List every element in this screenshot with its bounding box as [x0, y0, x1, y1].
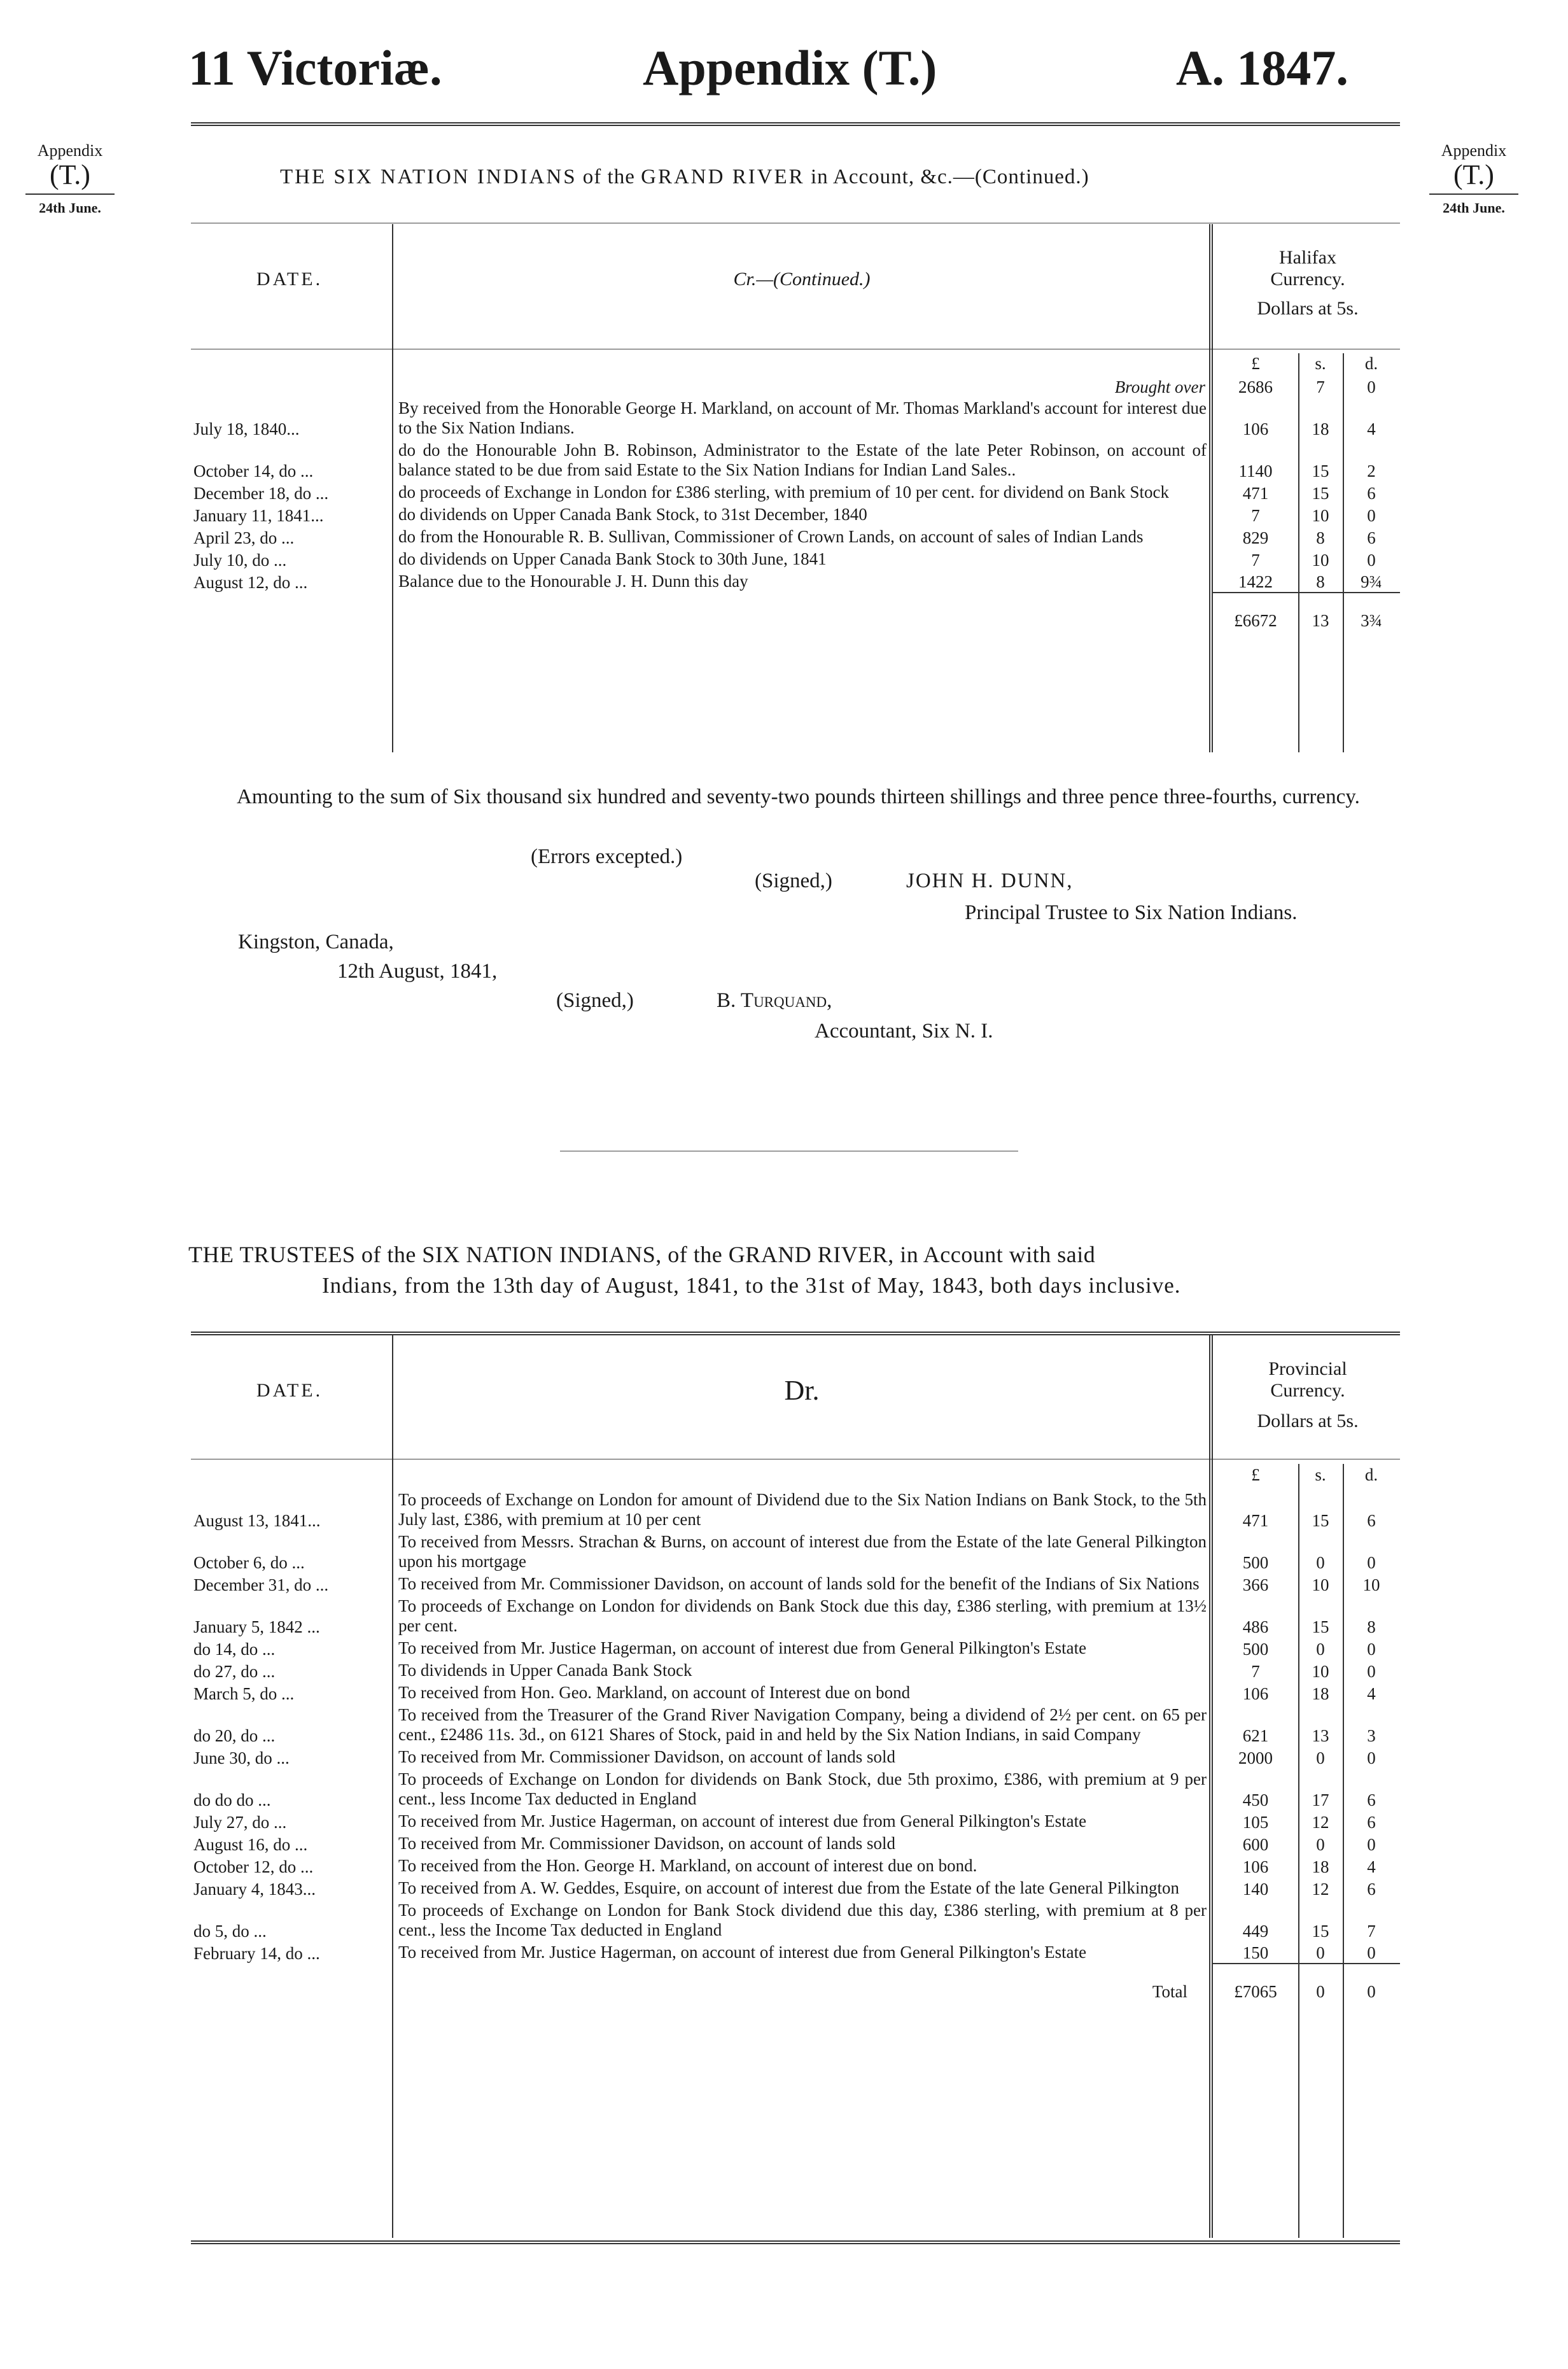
- entry-date: December 31, do ...: [193, 1575, 329, 1594]
- unit-pounds: £: [1251, 1465, 1260, 1484]
- total-label: Total: [1152, 1982, 1187, 2001]
- total-row: [191, 1964, 1400, 2002]
- entry-pence: 0: [1367, 1640, 1376, 1659]
- signatory-turquand-title: Accountant, Six N. I.: [815, 1020, 993, 1043]
- entry-pence: 0: [1367, 1553, 1376, 1572]
- total-spacer: [191, 1964, 392, 2002]
- entry-pence: 6: [1367, 528, 1376, 547]
- entry-date: April 23, do ...: [193, 528, 295, 547]
- entry-description: To received from Mr. Justice Hagerman, on account of interest due from General Pilkington's Estate: [398, 1811, 1087, 1831]
- table-row: [191, 1489, 1400, 1531]
- entry-shillings: 10: [1312, 551, 1329, 570]
- margin-label-right: Appendix: [1441, 141, 1507, 160]
- table-row: [191, 1682, 1400, 1704]
- header-year: A. 1847.: [1176, 40, 1348, 95]
- entry-date: do 14, do ...: [193, 1640, 276, 1659]
- table-row: [191, 1832, 1400, 1855]
- section1-title-tail: in Account, &c.—(Continued.): [804, 165, 1089, 188]
- entry-pence: 10: [1362, 1575, 1380, 1594]
- entry-shillings: 8: [1316, 572, 1325, 591]
- entry-shillings: 15: [1312, 1617, 1329, 1636]
- entry-pence: 0: [1367, 1662, 1376, 1681]
- margin-note-left: [13, 141, 127, 218]
- entry-pence: 6: [1367, 1511, 1376, 1530]
- table-row: [191, 1637, 1400, 1659]
- entry-pence: 8: [1367, 1617, 1376, 1636]
- section2-curr-line1: Provincial: [1268, 1358, 1347, 1379]
- entry-description: do proceeds of Exchange in London for £386 sterling, with premium of 10 per cent. for dividend on Bank Stock: [398, 482, 1169, 502]
- entry-description: To dividends in Upper Canada Bank Stock: [398, 1661, 692, 1680]
- entry-date: October 14, do ...: [193, 461, 314, 481]
- section2-title-line1: THE TRUSTEES of the SIX NATION INDIANS, of the GRAND RIVER, in Account with said: [188, 1242, 1096, 1267]
- entry-shillings: 0: [1316, 1748, 1325, 1768]
- entry-pounds: 366: [1242, 1575, 1269, 1594]
- section2-col-currency: [1215, 1358, 1400, 1432]
- table-row: [191, 1531, 1400, 1573]
- entry-description: To proceeds of Exchange on London for Bank Stock dividend due this day, £386 sterling, with premium at 8 per cent., less the Income Tax deducted in England: [398, 1901, 1207, 1939]
- total-pounds: £6672: [1213, 593, 1298, 631]
- total-spacer: [392, 593, 1213, 631]
- entry-shillings: 15: [1312, 1511, 1329, 1530]
- entry-description: To received from the Hon. George H. Markland, on account of interest due on bond.: [398, 1856, 977, 1875]
- entry-pounds: 150: [1242, 1943, 1269, 1962]
- table-row: [191, 1746, 1400, 1768]
- entry-shillings: 0: [1316, 1640, 1325, 1659]
- entry-shillings: 10: [1312, 1575, 1329, 1594]
- section1-curr-line2: Currency.: [1270, 269, 1345, 290]
- entry-pounds: 105: [1242, 1813, 1269, 1832]
- section2-col-desc: Dr.: [784, 1375, 820, 1406]
- entry-description: To received from Mr. Justice Hagerman, on account of interest due from General Pilkington's Estate: [398, 1638, 1087, 1657]
- entry-date: do 20, do ...: [193, 1726, 276, 1745]
- section1-title-caps: THE SIX NATION INDIANS: [280, 165, 577, 188]
- entry-pounds: 106: [1242, 419, 1269, 439]
- table-row: [191, 397, 1400, 439]
- entry-pence: 0: [1367, 1748, 1376, 1768]
- entry-shillings: 12: [1312, 1813, 1329, 1832]
- table-row: [191, 1899, 1400, 1941]
- entry-pounds: 106: [1242, 1684, 1269, 1703]
- unit-pence: d.: [1364, 354, 1378, 373]
- entry-date: August 12, do ...: [193, 573, 308, 592]
- entry-description: To received from Hon. Geo. Markland, on account of Interest due on bond: [398, 1683, 911, 1702]
- section1-curr-line3: Dollars at 5s.: [1257, 298, 1359, 319]
- table-row: [191, 1855, 1400, 1877]
- entry-date: January 4, 1843...: [193, 1880, 316, 1899]
- unit-shillings: s.: [1315, 1465, 1326, 1484]
- entry-date: do do do ...: [193, 1790, 271, 1810]
- entry-pounds: 500: [1242, 1640, 1269, 1659]
- entry-pence: 0: [1367, 1943, 1376, 1962]
- entry-description: Balance due to the Honourable J. H. Dunn this day: [398, 572, 748, 591]
- table-row: [191, 526, 1400, 548]
- entry-pounds: 829: [1242, 528, 1269, 547]
- errors-excepted: (Errors excepted.): [531, 845, 683, 868]
- entry-date: do 5, do ...: [193, 1922, 267, 1941]
- entry-pounds: 450: [1242, 1790, 1269, 1810]
- entry-pounds: 106: [1242, 1857, 1269, 1876]
- section2-table: [191, 1465, 1400, 2002]
- header-volume: 11 Victoriæ.: [188, 40, 442, 95]
- table-row: [191, 439, 1400, 481]
- margin-date-right: 24th June.: [1443, 200, 1505, 216]
- entry-description: Brought over: [1114, 377, 1205, 397]
- entry-pence: 0: [1367, 1835, 1376, 1854]
- date-of-statement: 12th August, 1841,: [337, 960, 498, 983]
- entry-shillings: 15: [1312, 484, 1329, 503]
- unit-shillings: s.: [1315, 354, 1326, 373]
- entry-date: July 10, do ...: [193, 551, 287, 570]
- entry-shillings: 18: [1312, 1857, 1329, 1876]
- table-row: [191, 1659, 1400, 1682]
- table-row: [191, 1595, 1400, 1637]
- section1-curr-line1: Halifax: [1279, 247, 1336, 268]
- entry-pounds: 1422: [1238, 572, 1273, 591]
- units-row: [191, 1465, 1400, 1489]
- entry-pounds: 7: [1251, 1662, 1260, 1681]
- entry-date: [191, 377, 392, 397]
- entry-shillings: 8: [1316, 528, 1325, 547]
- section2-bottom-rule: [191, 2240, 1400, 2244]
- unit-pounds: £: [1251, 354, 1260, 373]
- entry-pence: 4: [1367, 419, 1376, 439]
- entry-pounds: 2000: [1238, 1748, 1273, 1768]
- entry-date: July 18, 1840...: [193, 419, 300, 439]
- section1-title: [280, 165, 1089, 189]
- section1-col-currency: [1215, 247, 1400, 320]
- entry-description: To received from Mr. Commissioner Davidson, on account of lands sold: [398, 1834, 895, 1853]
- entry-pence: 6: [1367, 1880, 1376, 1899]
- section1-table: [191, 354, 1400, 631]
- entry-date: August 16, do ...: [193, 1835, 308, 1854]
- entry-description: To proceeds of Exchange on London for amount of Dividend due to the Six Nation Indians on Bank Stock, to the 5th July last, £386, with premium at 10 per cent: [398, 1490, 1207, 1529]
- table-row: [191, 548, 1400, 570]
- margin-brace-left: [25, 193, 115, 195]
- entry-pounds: 7: [1251, 551, 1260, 570]
- entry-shillings: 15: [1312, 461, 1329, 481]
- entry-shillings: 15: [1312, 1922, 1329, 1941]
- entry-date: August 13, 1841...: [193, 1511, 321, 1530]
- entry-date: January 11, 1841...: [193, 506, 324, 525]
- entry-pence: 7: [1367, 1922, 1376, 1941]
- header-appendix: Appendix (T.): [643, 40, 937, 95]
- entry-description: To received from Mr. Commissioner Davidson, on account of lands sold for the benefit of the Indians of Six Nations: [398, 1574, 1200, 1593]
- entry-date: October 6, do ...: [193, 1553, 305, 1572]
- entry-shillings: 12: [1312, 1880, 1329, 1899]
- entry-pounds: 140: [1242, 1880, 1269, 1899]
- entry-pence: 0: [1367, 551, 1376, 570]
- entry-description: do dividends on Upper Canada Bank Stock to 30th June, 1841: [398, 549, 827, 568]
- total-shillings: 13: [1298, 593, 1343, 631]
- total-row: [191, 593, 1400, 631]
- entry-date: January 5, 1842 ...: [193, 1617, 320, 1636]
- entry-description: do dividends on Upper Canada Bank Stock, to 31st December, 1840: [398, 505, 867, 524]
- amount-statement: Amounting to the sum of Six thousand six hundred and seventy-two pounds thirteen shillings and three pence three-fourths, currency.: [237, 785, 1360, 808]
- entry-description: To proceeds of Exchange on London for dividends on Bank Stock, due 5th proximo, £386, with premium at 9 per cent., less Income Tax deducted in England: [398, 1769, 1207, 1808]
- signed-label-2: (Signed,): [556, 989, 634, 1012]
- table-row: [191, 1810, 1400, 1832]
- section1-col-date: DATE.: [256, 269, 323, 290]
- entry-date: March 5, do ...: [193, 1684, 295, 1703]
- entry-shillings: 10: [1312, 1662, 1329, 1681]
- entry-pence: 4: [1367, 1684, 1376, 1703]
- entry-description: To received from Mr. Commissioner Davidson, on account of lands sold: [398, 1747, 895, 1766]
- entry-date: July 27, do ...: [193, 1813, 287, 1832]
- signatory-turquand: B. Turquand,: [717, 989, 832, 1012]
- entry-shillings: 7: [1316, 377, 1325, 397]
- unit-pence: d.: [1364, 1465, 1378, 1484]
- total-pounds: £7065: [1213, 1964, 1298, 2002]
- margin-label-left: Appendix: [37, 141, 103, 160]
- entry-pounds: 2686: [1238, 377, 1273, 397]
- section2-curr-line2: Currency.: [1270, 1380, 1345, 1401]
- table-row: [191, 481, 1400, 503]
- signed-label-1: (Signed,): [755, 869, 832, 892]
- total-shillings: 0: [1298, 1964, 1343, 2002]
- entry-shillings: 18: [1312, 419, 1329, 439]
- entry-pence: 6: [1367, 484, 1376, 503]
- units-spacer: [191, 1465, 392, 1489]
- section2-curr-line3: Dollars at 5s.: [1257, 1410, 1359, 1431]
- section2-top-rule: [191, 1332, 1400, 1335]
- entry-pounds: 500: [1242, 1553, 1269, 1572]
- entry-pence: 2: [1367, 461, 1376, 481]
- entry-shillings: 10: [1312, 506, 1329, 525]
- entry-pounds: 621: [1242, 1726, 1269, 1745]
- entry-shillings: 0: [1316, 1835, 1325, 1854]
- section2-title-line2: Indians, from the 13th day of August, 1841, to the 31st of May, 1843, both days inclusive.: [322, 1273, 1181, 1298]
- entry-description: To received from Messrs. Strachan & Burns, on account of interest due from the Estate of the late General Pilkington upon his mortgage: [398, 1532, 1207, 1571]
- units-spacer: [191, 354, 392, 377]
- section1-title-river: GRAND RIVER: [641, 165, 805, 188]
- entry-shillings: 18: [1312, 1684, 1329, 1703]
- entry-pence: 6: [1367, 1813, 1376, 1832]
- margin-date-left: 24th June.: [39, 200, 101, 216]
- entry-pounds: 486: [1242, 1617, 1269, 1636]
- margin-brace-right: [1429, 193, 1518, 195]
- entry-description: By received from the Honorable George H. Markland, on account of Mr. Thomas Markland's account for interest due to the Six Nation Indians.: [398, 398, 1207, 437]
- entry-pence: 4: [1367, 1857, 1376, 1876]
- total-pence: 0: [1343, 1964, 1400, 2002]
- entry-shillings: 13: [1312, 1726, 1329, 1745]
- entry-date: February 14, do ...: [193, 1944, 320, 1963]
- entry-description: do from the Honourable R. B. Sullivan, Commissioner of Crown Lands, on account of sales of Indian Lands: [398, 527, 1144, 546]
- margin-letter-left: (T.): [50, 159, 90, 190]
- units-row: [191, 354, 1400, 377]
- section2-col-date: DATE.: [256, 1380, 323, 1401]
- table-row: [191, 377, 1400, 397]
- entry-pence: 9¾: [1361, 572, 1382, 591]
- entry-shillings: 0: [1316, 1553, 1325, 1572]
- entry-date: do 27, do ...: [193, 1662, 276, 1681]
- table-row: [191, 503, 1400, 526]
- units-spacer: [392, 1465, 1213, 1489]
- section1-col-desc: Cr.—(Continued.): [733, 269, 871, 290]
- entry-pence: 6: [1367, 1790, 1376, 1810]
- entry-pence: 0: [1367, 506, 1376, 525]
- place-kingston: Kingston, Canada,: [238, 931, 394, 953]
- table-row: [191, 1768, 1400, 1810]
- entry-description: do do the Honourable John B. Robinson, Administrator to the Estate of the late Peter Robinson, on account of balance stated to be due from said Estate to the Six Nation Indians for Indian Land Sales..: [398, 440, 1207, 479]
- entry-date: June 30, do ...: [193, 1748, 290, 1768]
- entry-pounds: 600: [1242, 1835, 1269, 1854]
- signatory-dunn: JOHN H. DUNN,: [906, 869, 1074, 892]
- entry-description: To received from the Treasurer of the Grand River Navigation Company, being a dividend of 2½ per cent. on 65 per cent., £2486 11s. 3d., on 6121 Shares of Stock, paid in and held by the Six Nation Indians, in said Company: [398, 1705, 1207, 1744]
- entry-pence: 3: [1367, 1726, 1376, 1745]
- entry-shillings: 17: [1312, 1790, 1329, 1810]
- entry-pounds: 7: [1251, 506, 1260, 525]
- table-row: [191, 1704, 1400, 1746]
- entry-description: To received from Mr. Justice Hagerman, on account of interest due from General Pilkington's Estate: [398, 1943, 1087, 1962]
- entry-pounds: 449: [1242, 1922, 1269, 1941]
- entry-shillings: 0: [1316, 1943, 1325, 1962]
- table-row: [191, 1573, 1400, 1595]
- header-rule: [191, 122, 1400, 126]
- table-row: [191, 1877, 1400, 1899]
- table-row: [191, 570, 1400, 593]
- entry-description: To received from A. W. Geddes, Esquire, on account of interest due from the Estate of the late General Pilkington: [398, 1878, 1179, 1897]
- entry-date: December 18, do ...: [193, 484, 329, 503]
- entry-pounds: 1140: [1238, 461, 1273, 481]
- entry-pence: 0: [1367, 377, 1376, 397]
- margin-note-right: [1417, 141, 1531, 218]
- entry-pounds: 471: [1242, 484, 1269, 503]
- section1-title-of: of the: [577, 165, 641, 188]
- entry-pounds: 471: [1242, 1511, 1269, 1530]
- total-pence: 3¾: [1343, 593, 1400, 631]
- signatory-dunn-title: Principal Trustee to Six Nation Indians.: [965, 901, 1298, 924]
- table-row: [191, 1941, 1400, 1964]
- entry-date: October 12, do ...: [193, 1857, 314, 1876]
- total-spacer: [191, 593, 392, 631]
- entry-description: To proceeds of Exchange on London for dividends on Bank Stock due this day, £386 sterling, with premium at 13½ per cent.: [398, 1596, 1207, 1635]
- units-spacer: [392, 354, 1213, 377]
- margin-letter-right: (T.): [1453, 159, 1494, 190]
